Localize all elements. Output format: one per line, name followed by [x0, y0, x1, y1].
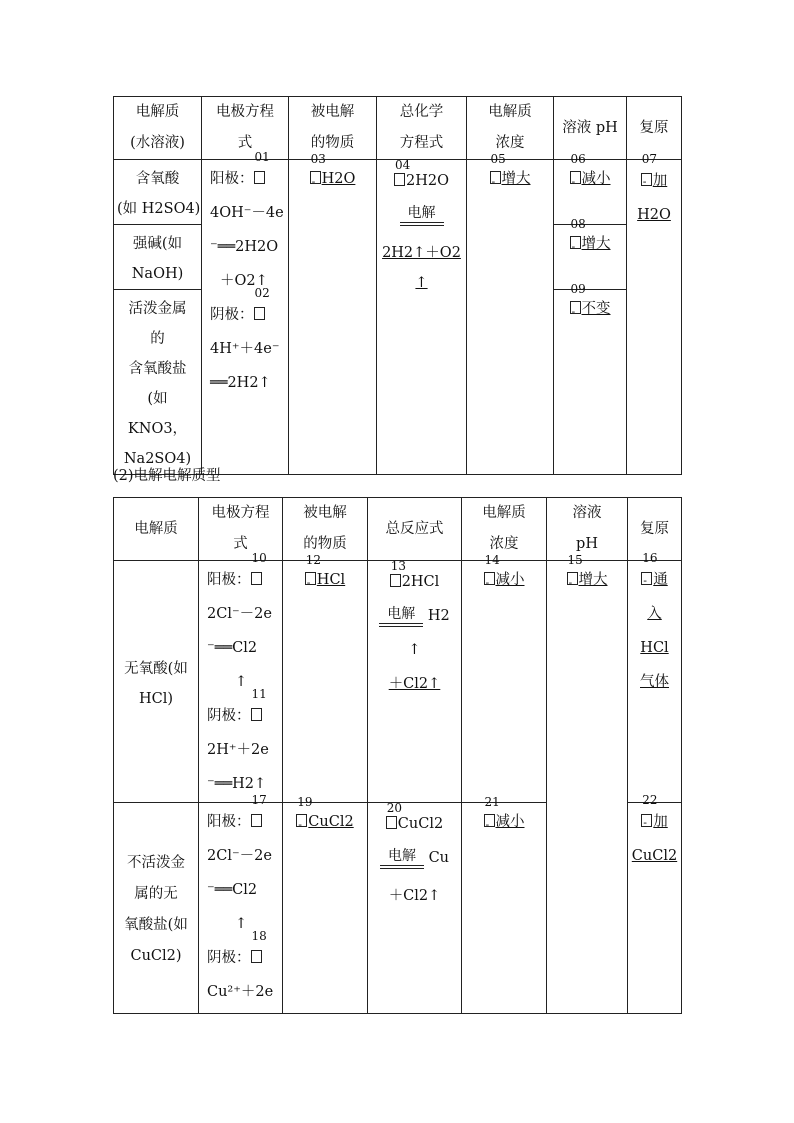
blank-box-icon: [386, 816, 397, 829]
header-electrolyzed-substance: 被电解 的物质: [283, 498, 368, 561]
header-electrolyte: 电解质 (水溶液): [114, 97, 202, 160]
substance-cucl2: [283, 795, 368, 1014]
blank-box-icon: [394, 173, 405, 186]
answer-18: 18: [251, 941, 263, 975]
header-restore: 复原: [627, 97, 682, 160]
table2-header-row: [114, 498, 682, 561]
answer-11: 11: [251, 699, 263, 733]
electrode-equations-hcl: 阳极： 10 2Cl⁻－2e ⁻══Cl2 ↑ 阴极： 11 2H⁺＋2e ⁻══H2↑: [199, 561, 283, 803]
header-restore: 复原: [628, 498, 682, 561]
ph-shared: [547, 553, 628, 1014]
section-caption: (2)电解电解质型: [113, 468, 221, 484]
blank-box-icon: [251, 572, 262, 585]
header-concentration: 电解质 浓度: [467, 97, 554, 160]
answer-07: 07 - 加: [641, 152, 668, 189]
header-ph: 溶液 pH: [547, 498, 628, 561]
electrolyte-active-metal-oxysalt: 活泼金属 的 含氧酸盐 (如 KNO3， Na2SO4): [114, 290, 202, 475]
total-equation-1: 04 2H2O 电解 2H2↑＋O2 ↑: [377, 160, 467, 475]
electrode-equations-cucl2: 阳极： 17 2Cl⁻－2e ⁻══Cl2 ↑ 阴极： 18 Cu²⁺＋2e: [199, 803, 283, 1014]
blank-box-icon: [254, 307, 265, 320]
table1-row-oxyacid: [114, 160, 682, 225]
answer-12: 12 - HCl: [305, 553, 346, 589]
table-electrolyze-water: [113, 96, 682, 475]
substance-water: [289, 152, 377, 475]
total-reaction-cucl2: 20 CuCl2 电解 Cu ＋Cl2↑: [368, 803, 462, 1014]
answer-04: 04: [394, 170, 406, 192]
electrolyte-strong-base: 强碱(如 NaOH): [114, 225, 202, 290]
answer-20: 20: [386, 813, 398, 835]
answer-06: 06 - 减小: [570, 152, 611, 188]
restore-hcl: 16 - 通 入 HCl 气体: [628, 561, 682, 803]
header-total-reaction: 总反应式: [368, 498, 462, 561]
ph-strong-base: [554, 217, 627, 290]
concentration-hcl: [462, 553, 547, 803]
header-electrode-equation: 电极方程 式: [199, 498, 283, 561]
answer-19: 19 - CuCl2: [297, 795, 354, 831]
total-reaction-hcl: 13 2HCl 电解 H2 ↑ ＋Cl2↑: [368, 561, 462, 803]
concentration-cucl2: [462, 795, 547, 1014]
answer-10: 10: [251, 563, 263, 597]
substance-hcl: [283, 553, 368, 803]
blank-box-icon: [254, 171, 265, 184]
table2-row-oxygen-free-acid: [114, 561, 682, 803]
concentration-1: [467, 152, 554, 475]
answer-08: 08 - 增大: [570, 217, 611, 253]
blank-box-icon: [390, 574, 401, 587]
header-concentration: 电解质 浓度: [462, 498, 547, 561]
answer-15: 15 - 增大: [567, 553, 608, 589]
answer-16: 16 - 通: [642, 551, 668, 588]
electrolyte-oxyacid: 含氧酸 (如 H2SO4): [114, 160, 202, 225]
electrolyte-oxygen-free-acid: 无氧酸(如 HCl): [114, 561, 199, 803]
electrode-equations-1: 阳极： 01 4OH⁻－4e ⁻══2H2O ＋O2↑ 阴极： 02 4H⁺＋4e⁻ ══2H2↑: [202, 160, 289, 475]
answer-21: 21 - 减小: [484, 795, 525, 831]
blank-box-icon: [251, 814, 262, 827]
blank-box-icon: [251, 950, 262, 963]
restore-1: 07 - 加 H2O: [627, 160, 682, 475]
answer-05: 05 - 增大: [490, 152, 531, 188]
header-total-equation: 总化学 方程式: [377, 97, 467, 160]
answer-09: 09 - 不变: [570, 282, 611, 318]
header-ph: 溶液 pH: [554, 97, 627, 160]
answer-13: 13: [390, 571, 402, 593]
answer-01: 01: [254, 162, 266, 196]
header-electrode-equation: 电极方程 式: [202, 97, 289, 160]
answer-02: 02: [254, 298, 266, 332]
answer-03: 03 - H2O: [310, 152, 356, 188]
ph-oxyacid: [554, 152, 627, 225]
restore-cucl2: 22 - 加 CuCl2: [628, 803, 682, 1014]
ph-active-metal-salt: [554, 282, 627, 475]
answer-17: 17: [251, 805, 263, 839]
table-electrolyze-electrolyte: [113, 497, 682, 1014]
answer-22: 22 - 加: [642, 793, 668, 830]
answer-14: 14 - 减小: [484, 553, 525, 589]
table1-header-row: [114, 97, 682, 160]
electrolyte-inactive-metal-salt: 不活泼金 属的无 氧酸盐(如 CuCl2): [114, 803, 199, 1014]
blank-box-icon: [251, 708, 262, 721]
header-electrolyte: 电解质: [114, 498, 199, 561]
header-electrolyzed-substance: 被电解 的物质: [289, 97, 377, 160]
